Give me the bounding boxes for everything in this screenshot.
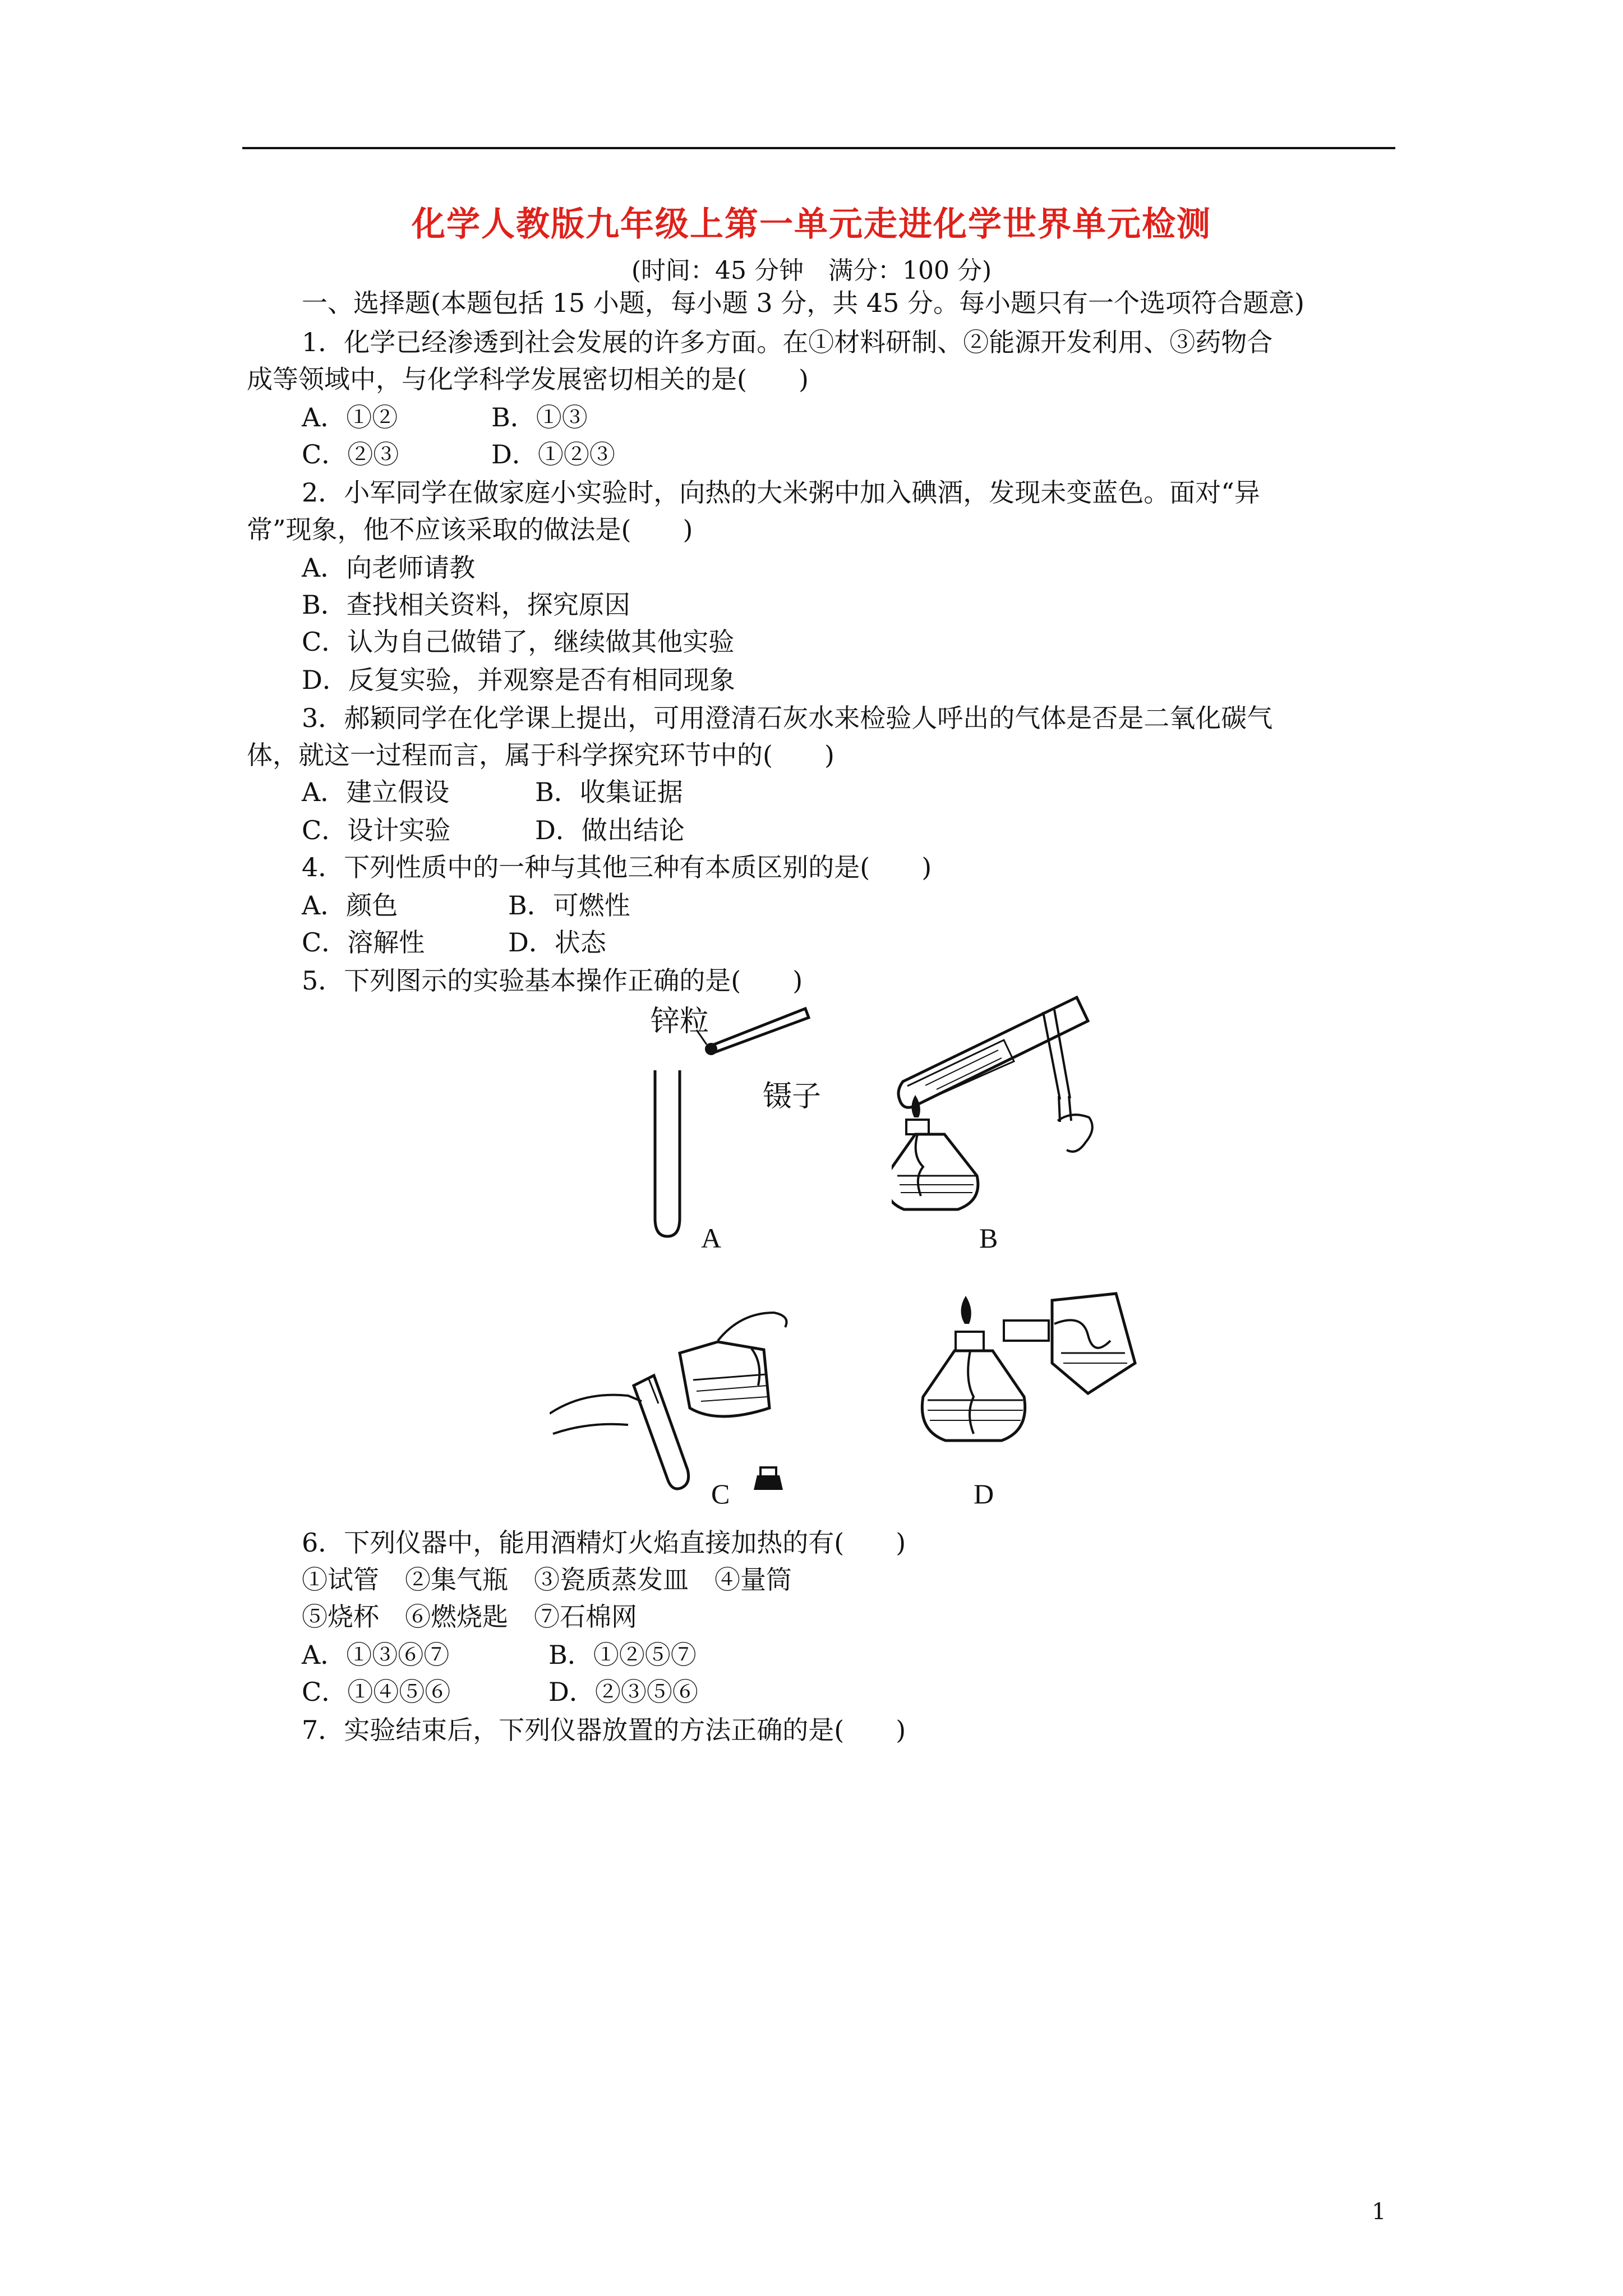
q2-option-b: B．查找相关资料，探究原因 bbox=[302, 590, 630, 620]
q1-option-c: C．②③ bbox=[302, 439, 399, 470]
q3-option-c: C．设计实验 bbox=[302, 815, 451, 845]
figure-c-pouring-liquid bbox=[550, 1301, 830, 1515]
fig-b-letter: B bbox=[979, 1222, 998, 1254]
q3-option-b: B．收集证据 bbox=[535, 777, 683, 807]
q5-stem: 5．下列图示的实验基本操作正确的是( ) bbox=[302, 965, 803, 996]
q2-stem-line2: 常”现象，他不应该采取的做法是( ) bbox=[247, 514, 693, 545]
exam-time-score: (时间：45 分钟 满分：100 分) bbox=[631, 256, 992, 285]
q4-option-a: A．颜色 bbox=[302, 890, 398, 921]
fig-d-letter: D bbox=[974, 1478, 994, 1510]
q1-option-b: B．①③ bbox=[491, 402, 588, 432]
q1-stem-line2: 成等领域中，与化学科学发展密切相关的是( ) bbox=[247, 364, 809, 394]
q6-items-line2: ⑤烧杯 ⑥燃烧匙 ⑦石棉网 bbox=[302, 1602, 637, 1632]
q4-option-d: D．状态 bbox=[508, 927, 606, 958]
page-number: 1 bbox=[1372, 2199, 1386, 2225]
q3-stem-line1: 3．郝颖同学在化学课上提出，可用澄清石灰水来检验人呼出的气体是否是二氧化碳气 bbox=[302, 703, 1273, 733]
q6-stem: 6．下列仪器中，能用酒精灯火焰直接加热的有( ) bbox=[302, 1527, 906, 1558]
q2-option-d: D．反复实验，并观察是否有相同现象 bbox=[302, 665, 735, 695]
fig-a-label-zinc: 锌粒 bbox=[651, 1006, 709, 1038]
section-heading: 一、选择题(本题包括 15 小题，每小题 3 分，共 45 分。每小题只有一个选项符合题意) bbox=[302, 288, 1304, 318]
q3-option-a: A．建立假设 bbox=[302, 777, 450, 807]
q3-option-d: D．做出结论 bbox=[535, 815, 685, 845]
q2-option-a: A．向老师请教 bbox=[302, 553, 476, 583]
q6-option-a: A．①③⑥⑦ bbox=[302, 1640, 450, 1670]
figure-b-heating-test-tube bbox=[892, 987, 1138, 1223]
page-title: 化学人教版九年级上第一单元走进化学世界单元检测 bbox=[412, 205, 1211, 244]
fig-a-letter: A bbox=[701, 1222, 722, 1254]
q2-option-c: C．认为自己做错了，继续做其他实验 bbox=[302, 627, 735, 657]
q3-stem-line2: 体，就这一过程而言，属于科学探究环节中的( ) bbox=[247, 740, 834, 770]
figure-d-lighting-lamp bbox=[920, 1290, 1155, 1526]
q1-option-a: A．①② bbox=[302, 402, 398, 432]
fig-c-letter: C bbox=[711, 1478, 730, 1510]
fig-a-label-tweezers: 镊子 bbox=[763, 1081, 822, 1113]
q1-option-d: D．①②③ bbox=[491, 439, 615, 470]
q4-option-c: C．溶解性 bbox=[302, 927, 425, 958]
q1-stem-line1: 1．化学已经渗透到社会发展的许多方面。在①材料研制、②能源开发利用、③药物合 bbox=[302, 327, 1273, 357]
q6-option-b: B．①②⑤⑦ bbox=[548, 1640, 697, 1670]
q7-stem: 7．实验结束后，下列仪器放置的方法正确的是( ) bbox=[302, 1715, 906, 1745]
q4-option-b: B．可燃性 bbox=[508, 890, 630, 921]
q2-stem-line1: 2．小军同学在做家庭小实验时，向热的大米粥中加入碘酒，发现未变蓝色。面对“异 bbox=[302, 477, 1260, 508]
q6-items-line1: ①试管 ②集气瓶 ③瓷质蒸发皿 ④量筒 bbox=[302, 1565, 792, 1595]
header-rule bbox=[242, 147, 1395, 149]
q6-option-d: D．②③⑤⑥ bbox=[548, 1677, 698, 1707]
q4-stem: 4．下列性质中的一种与其他三种有本质区别的是( ) bbox=[302, 852, 932, 882]
q6-option-c: C．①④⑤⑥ bbox=[302, 1677, 451, 1707]
